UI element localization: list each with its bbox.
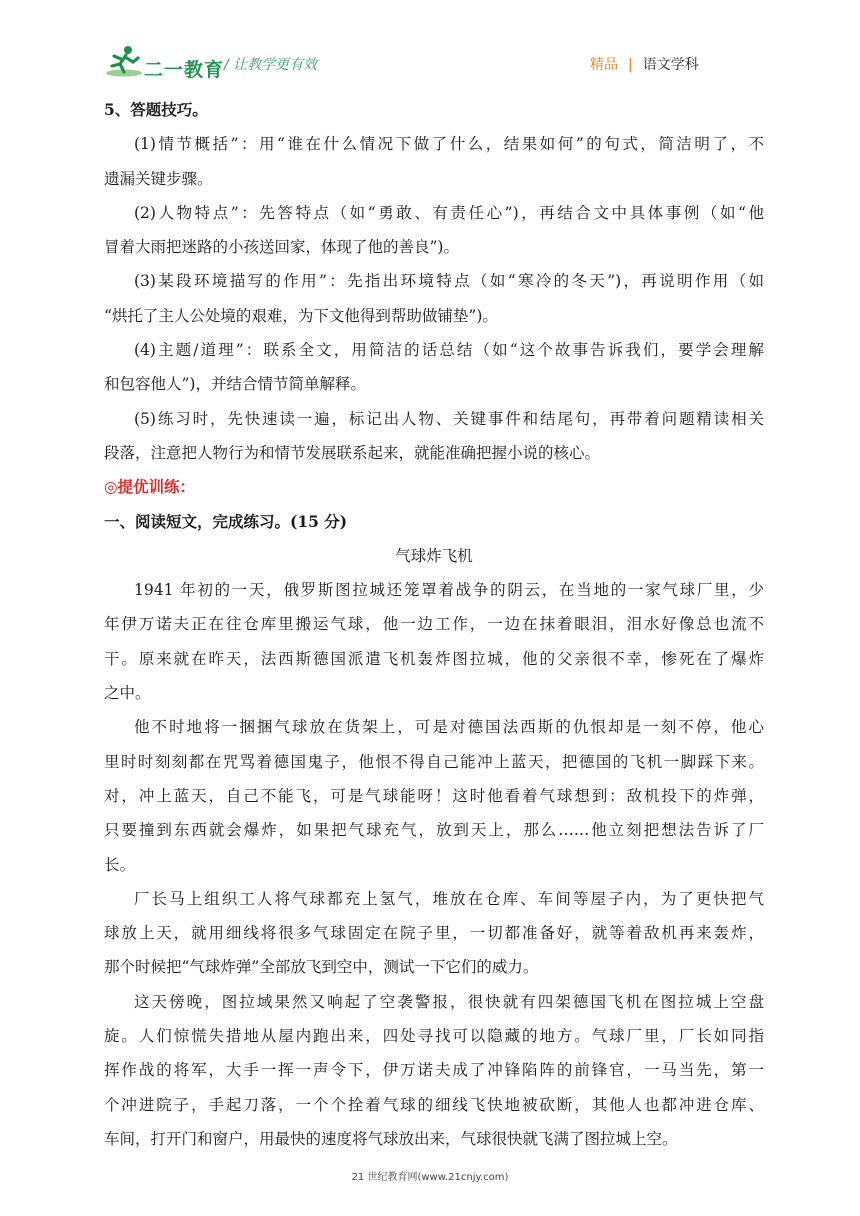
- text-line: 只要撞到东西就会爆炸，如果把气球充气，放到天上，那么……他立刻把想法告诉了厂: [104, 821, 764, 840]
- text-line: 挥作战的将军，大手一挥一声令下，伊万诺夫成了冲锋陷阵的前锋官，一马当先，第一: [104, 1061, 764, 1080]
- text-line: 和包容他人”)，并结合情节简单解释。: [104, 375, 366, 394]
- question-heading: 一、阅读短文，完成练习。(15 分): [104, 511, 348, 531]
- header-tags: [590, 54, 699, 74]
- text-line: 个冲进院子，手起刀落，一个个拴着气球的细线飞快地被砍断，其他人也都冲进仓库、: [104, 1095, 764, 1114]
- quality-tag: 精品: [590, 57, 618, 73]
- text-line: (3)某段环境描写的作用”：先指出环境特点（如“寒冷的冬天”)，再说明作用（如: [134, 272, 764, 291]
- text-line: 之中。: [104, 684, 151, 703]
- text-line: 旋。人们惊慌失措地从屋内跑出来，四处寻找可以隐藏的地方。气球厂里，厂长如同指: [104, 1027, 764, 1046]
- divider: |: [628, 57, 633, 73]
- text-line: 对，冲上蓝天，自己不能飞，可是气球能呀！这时他看着气球想到：敌机投下的炸弹，: [104, 786, 764, 805]
- page-header: [0, 0, 860, 86]
- text-line: 车间，打开门和窗户，用最快的速度将气球放出来，气球很快就飞满了图拉城上空。: [104, 1129, 678, 1148]
- training-heading: ◎提优训练：: [104, 477, 196, 497]
- text-line: 球放上天，就用细线将很多气球固定在院子里，一切都准备好，就等着敌机再来轰炸，: [104, 924, 764, 943]
- text-line: (1)情节概括”：用“谁在什么情况下做了什么，结果如何”的句式，简洁明了，不: [134, 135, 764, 154]
- text-line: “烘托了主人公处境的艰难，为下文他得到帮助做铺垫”)。: [104, 306, 498, 325]
- logo-text: 二一教育: [144, 59, 225, 81]
- text-line: (5)练习时，先快速读一遍，标记出人物、关键事件和结尾句，再带着问题精读相关: [134, 409, 764, 428]
- text-line: 厂长马上组织工人将气球都充上氢气，堆放在仓库、车间等屋子内，为了更快把气: [134, 889, 764, 908]
- slogan: / 让教学更有效: [224, 57, 318, 73]
- text-line: 里时时刻刻都在咒骂着德国鬼子，他恨不得自己能冲上蓝天，把德国的飞机一脚踩下来。: [104, 752, 764, 771]
- subject-tag: 语文学科: [642, 57, 699, 73]
- text-line: 冒着大雨把迷路的小孩送回家，体现了他的善良”)。: [104, 238, 459, 257]
- text-line: 那个时候把“气球炸弹”全部放飞到空中，测试一下它们的威力。: [104, 958, 539, 977]
- runner-logo-icon: [104, 44, 144, 78]
- text-line: 干。原来就在昨天，法西斯德国派遣飞机轰炸图拉城，他的父亲很不幸，惨死在了爆炸: [104, 649, 764, 668]
- text-line: 这天傍晚，图拉域果然又响起了空袭警报，很快就有四架德国飞机在图拉城上空盘: [134, 992, 764, 1011]
- text-line: 段落，注意把人物行为和情节发展联系起来，就能准确把握小说的核心。: [104, 443, 601, 462]
- text-line: (4)主题/道理”：联系全文，用简洁的话总结（如“这个故事告诉我们，要学会理解: [134, 341, 764, 360]
- logo: [104, 44, 232, 84]
- text-line: 长。: [104, 855, 136, 874]
- text-line: 年伊万诺夫正在往仓库里搬运气球，他一边工作，一边在抹着眼泪，泪水好像总也流不: [104, 615, 764, 634]
- text-line: 遗漏关键步骤。: [104, 169, 213, 188]
- article-title: 气球炸飞机: [395, 546, 473, 565]
- text-line: 他不时地将一捆捆气球放在货架上，可是对德国法西斯的仇恨却是一刻不停，他心: [134, 718, 764, 737]
- text-line: 1941 年初的一天，俄罗斯图拉城还笼罩着战争的阴云，在当地的一家气球厂里，少: [134, 581, 764, 600]
- text-line: (2)人物特点”：先答特点（如“勇敢、有责任心”)，再结合文中具体事例（如“他: [134, 203, 764, 222]
- section-heading: 5、答题技巧。: [104, 100, 208, 119]
- document-body: [104, 93, 764, 1156]
- page-footer: 21 世纪教育网(www.21cnjy.com): [351, 1172, 509, 1183]
